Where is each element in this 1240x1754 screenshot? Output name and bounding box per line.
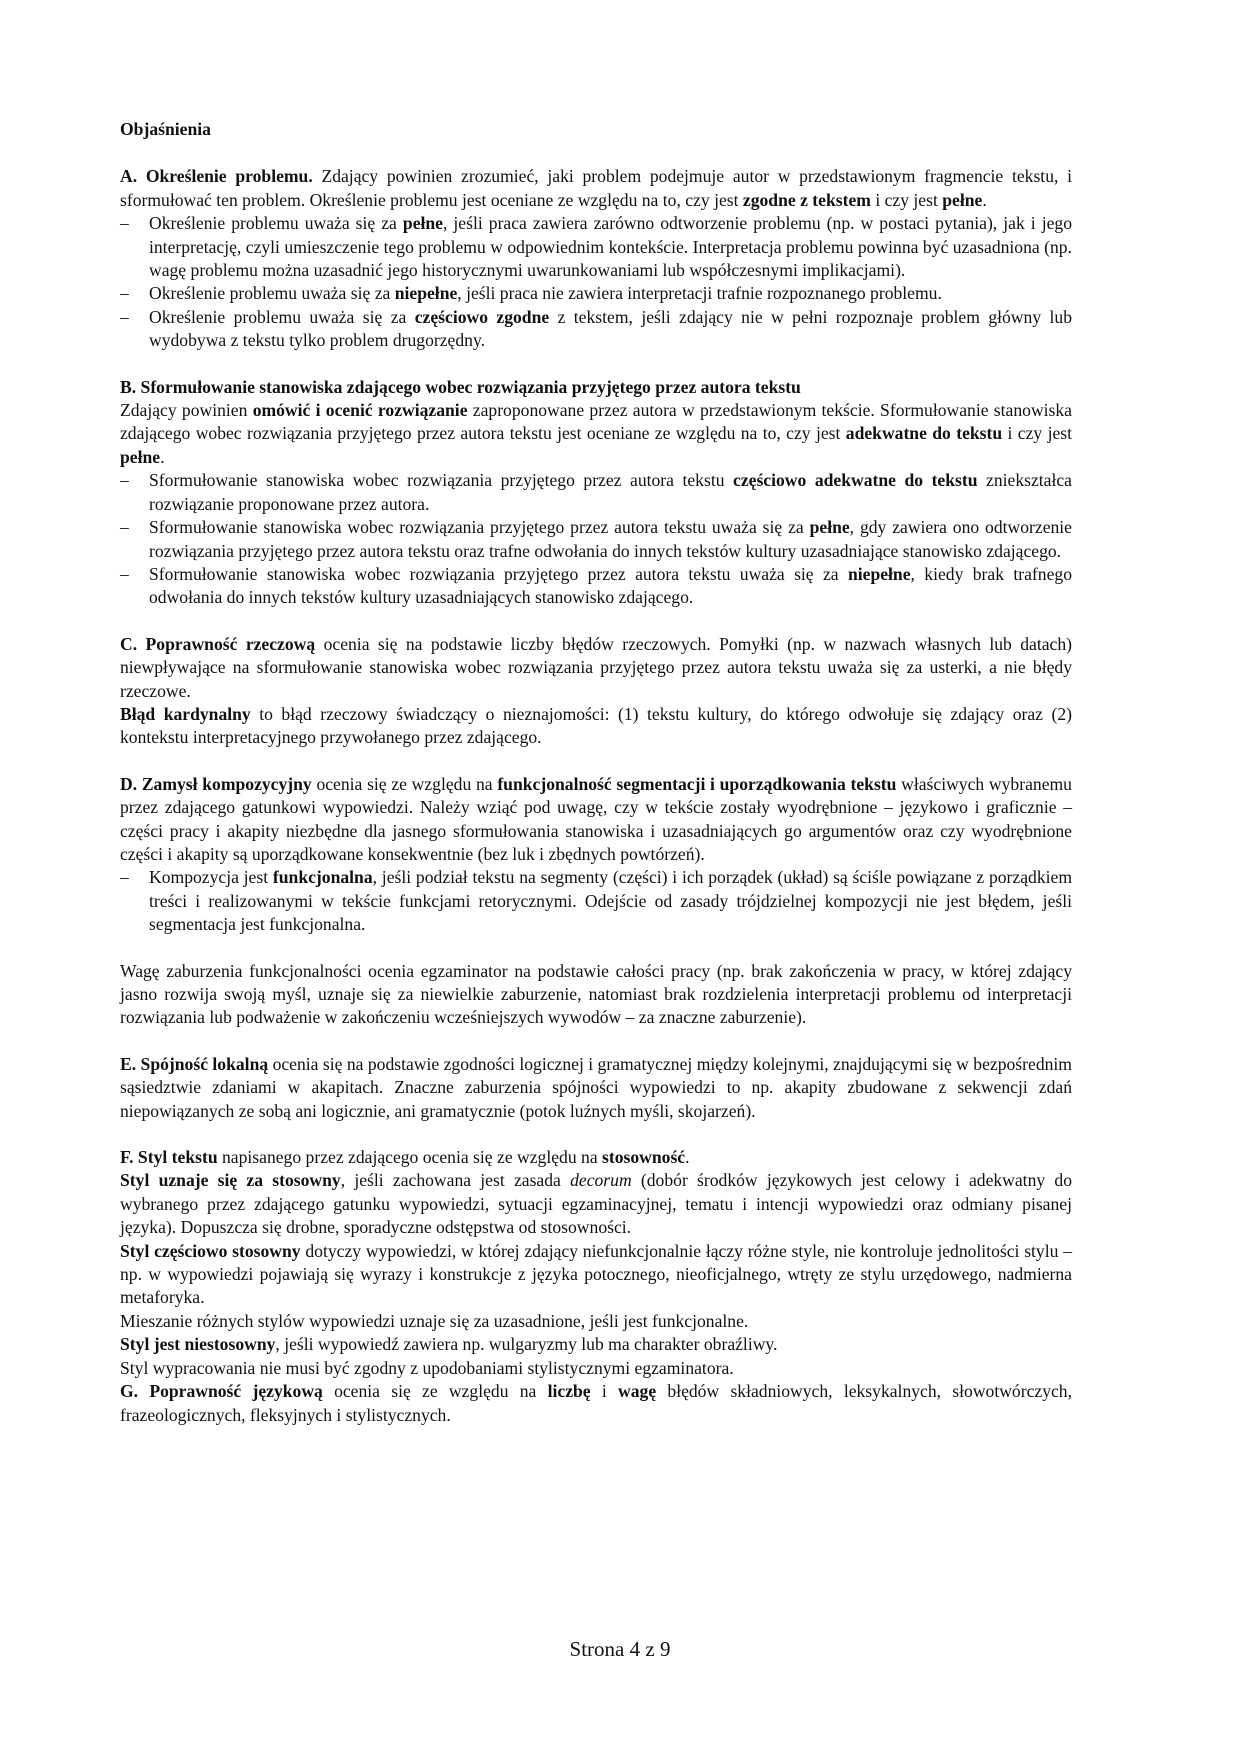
section-d-note xyxy=(120,960,1072,1030)
section-c-paragraph: Błąd kardynalny to błąd rzeczowy świadczący o nieznajomości: (1) tekstu kultury, do którego odwołuje się zdający oraz (2) kontekstu interpretacyjnego przywołanego przez zdającego. xyxy=(120,703,1072,748)
section-d-paragraph: D. Zamysł kompozycyjny ocenia się ze względu na funkcjonalność segmentacji i uporządkowania tekstu właściwych wybranemu przez zdającego gatunkowi wypowiedzi. Należy wziąć pod uwagę, czy w tekście zostały wyodrębnione – językowo i graficznie – części pracy i akapity niezbędne dla jasnego sformułowania stanowiska i uzasadniających go argumentów oraz czy wyodrębnione części i akapity są uporządkowane konsekwentnie (bez luk i zbędnych powtórzeń). xyxy=(120,773,1072,864)
section-b xyxy=(120,376,1072,610)
section-f-paragraph: F. Styl tekstu napisanego przez zdającego ocenia się ze względu na stosowność. xyxy=(120,1147,690,1168)
section-b-list xyxy=(120,469,1072,609)
section-a-intro: A. Określenie problemu. Zdający powinien zrozumieć, jaki problem podejmuje autor w przedstawionym fragmencie tekstu, i sformułować ten problem. Określenie problemu jest oceniane ze względu na to, czy jest zgodne z tekstem i czy jest pełne. xyxy=(120,166,1072,210)
page-number: Strona 4 z 9 xyxy=(569,1637,671,1661)
section-a-title: A. Określenie problemu. xyxy=(120,166,313,187)
list-item: – Określenie problemu uważa się za pełne, jeśli praca zawiera zarówno odtworzenie problemu (np. w postaci pytania), jak i jego interpretację, czyli umieszczenie tego problemu w odpowiednim kontekście. Interpretacja problemu powinna być uzasadniona (np. wagę problemu można uzasadnić jego historycznymi uwarunkowaniami lub współczesnymi implikacjami). xyxy=(120,212,1072,282)
list-item: – Sformułowanie stanowiska wobec rozwiązania przyjętego przez autora tekstu uważa się za pełne, gdy zawiera ono odtworzenie rozwiązania przyjętego przez autora tekstu oraz trafne odwołania do innych tekstów kultury uzasadniające stanowisko zdającego. xyxy=(120,516,1072,563)
page-heading: Objaśnienia xyxy=(120,119,211,139)
section-b-title: B. Sformułowanie stanowiska zdającego wobec rozwiązania przyjętego przez autora tekstu xyxy=(120,376,801,397)
section-c-paragraph: C. Poprawność rzeczową ocenia się na podstawie liczby błędów rzeczowych. Pomyłki (np. w nazwach własnych lub datach) niewpływające na sformułowanie stanowiska wobec rozwiązania przyjętego przez autora tekstu uważa się za usterki, a nie błędy rzeczowe. xyxy=(120,633,1072,701)
section-e-paragraph: E. Spójność lokalną ocenia się na podstawie zgodności logicznej i gramatycznej między kolejnymi, znajdującymi się w bezpośrednim sąsiedztwie zdaniami w akapitach. Znaczne zaburzenia spójności wypowiedzi to np. akapity zbudowane z sekwencji zdań niepowiązanych ze sobą ani logicznie, ani gramatycznie (potok luźnych myśli, skojarzeń). xyxy=(120,1053,1072,1121)
section-f-paragraph: Styl uznaje się za stosowny, jeśli zachowana jest zasada decorum (dobór środków językowych jest celowy i adekwatny do wybranego przez zdającego gatunku wypowiedzi, sytuacji egzaminacyjnej, tematu i intencji wypowiedzi oraz odmiany pisanej języka). Dopuszcza się drobne, sporadyczne odstępstwa od stosowności. xyxy=(120,1170,1073,1238)
section-b-intro: Zdający powinien omówić i ocenić rozwiązanie zaproponowane przez autora w przedstawionym tekście. Sformułowanie stanowiska zdającego wobec rozwiązania przyjętego przez autora tekstu jest oceniane ze względu na to, czy jest adekwatne do tekstu i czy jest pełne. xyxy=(120,400,1073,467)
section-e xyxy=(120,1053,1072,1123)
section-d-paragraph: Wagę zaburzenia funkcjonalności ocenia egzaminator na podstawie całości pracy (np. brak zakończenia w pracy, w której zdający jasno rozwija swoją myśl, uznaje się za niewielkie zaburzenie, natomiast brak rozdzielenia interpretacji problemu od interpretacji rozwiązania lub podważenie w zakończeniu wcześniejszych wywodów – za znaczne zaburzenie). xyxy=(120,960,1072,1028)
section-f-paragraph: Styl wypracowania nie musi być zgodny z upodobaniami stylistycznymi egzaminatora. xyxy=(120,1357,734,1378)
list-item: – Kompozycja jest funkcjonalna, jeśli podział tekstu na segmenty (części) i ich porządek (układ) są ściśle powiązane z porządkiem treści i realizowanymi w tekście funkcjami retorycznymi. Odejście od zasady trójdzielnej kompozycji nie jest błędem, jeśli segmentacja jest funkcjonalna. xyxy=(120,866,1072,936)
section-d xyxy=(120,773,1072,937)
section-f xyxy=(120,1146,1072,1380)
section-f-paragraph: Mieszanie różnych stylów wypowiedzi uznaje się za uzasadnione, jeśli jest funkcjonalne. xyxy=(120,1310,749,1331)
list-item: – Sformułowanie stanowiska wobec rozwiązania przyjętego przez autora tekstu uważa się za niepełne, kiedy brak trafnego odwołania do innych tekstów kultury uzasadniających stanowisko zdającego. xyxy=(120,563,1072,610)
section-d-list xyxy=(120,866,1072,936)
section-a xyxy=(120,165,1072,352)
section-f-paragraph: Styl częściowo stosowny dotyczy wypowiedzi, w której zdający niefunkcjonalnie łączy różne style, nie kontroluje jednolitości stylu – np. w wypowiedzi pojawiają się wyrazy i konstrukcje z języka potocznego, nieoficjalnego, wtręty ze stylu urzędowego, nadmierna metaforyka. xyxy=(120,1240,1072,1308)
list-item: – Sformułowanie stanowiska wobec rozwiązania przyjętego przez autora tekstu częściowo adekwatne do tekstu zniekształca rozwiązanie proponowane przez autora. xyxy=(120,469,1072,516)
section-c xyxy=(120,633,1072,750)
section-f-paragraph: Styl jest niestosowny, jeśli wypowiedź zawiera np. wulgaryzmy lub ma charakter obraźliwy. xyxy=(120,1334,778,1355)
section-g-paragraph: G. Poprawność językową ocenia się ze względu na liczbę i wagę błędów składniowych, leksykalnych, słowotwórczych, frazeologicznych, fleksyjnych i stylistycznych. xyxy=(120,1381,1073,1425)
list-item: – Określenie problemu uważa się za niepełne, jeśli praca nie zawiera interpretacji trafnie rozpoznanego problemu. xyxy=(120,282,1072,305)
section-g xyxy=(120,1380,1072,1427)
section-a-list xyxy=(120,212,1072,352)
list-item: – Określenie problemu uważa się za częściowo zgodne z tekstem, jeśli zdający nie w pełni rozpoznaje problem główny lub wydobywa z tekstu tylko problem drugorzędny. xyxy=(120,306,1072,353)
